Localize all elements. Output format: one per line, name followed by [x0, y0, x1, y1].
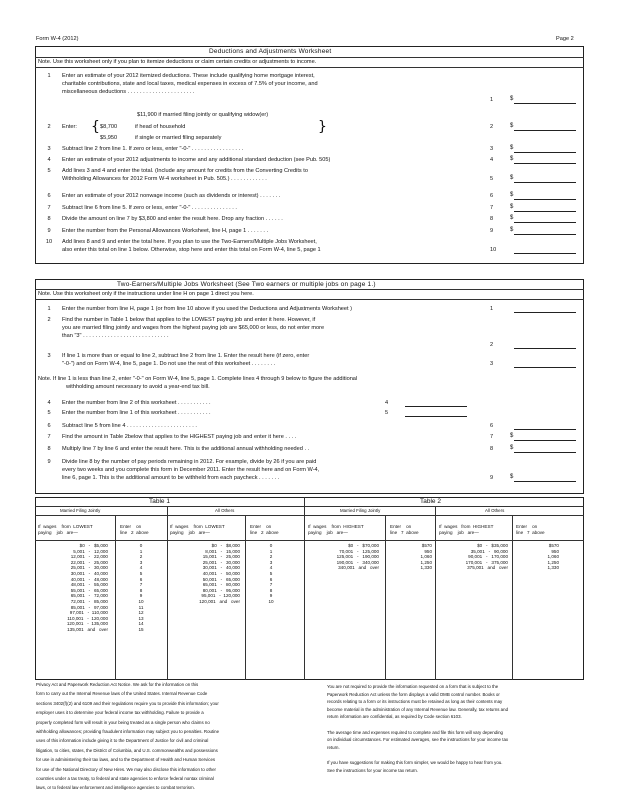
t1-col2-header: Enter on line 2 above: [120, 524, 149, 535]
left-brace: {: [91, 119, 100, 135]
ded-line-text: charitable contributions, state and local taxes, medical expenses in excess of 7.5% of your income, and: [62, 81, 318, 88]
te-entry-field: [514, 367, 576, 368]
t1-mfj-value: 6: [139, 576, 143, 582]
te-entry-field: [514, 481, 576, 482]
t1-mfj-value: 10: [138, 599, 144, 604]
ded-line-number: 6: [47, 193, 51, 199]
t1-other-range: 40,001 - 50,000: [202, 571, 240, 576]
t1-mfj-value: 15: [138, 627, 144, 632]
ded-dollar-sign: $: [510, 145, 514, 151]
privacy-left-line: countries under a tax treaty, to federal and state agencies to enforce federal nontax criminal: [36, 776, 214, 781]
te-line-text: Enter the number from line 1 of this worksheet . . . . . . . . . . .: [62, 410, 211, 416]
table1-others-header: All Others: [215, 508, 235, 513]
te-line-number: 4: [47, 400, 51, 406]
te-line-box-number: 9: [490, 475, 494, 482]
ded-dollar-sign: $: [510, 215, 514, 221]
ded-line-number: 3: [47, 146, 51, 152]
ded-line-box-number: 2: [490, 124, 494, 130]
te-line-text: you are married filing jointly and wages from the highest paying job are $65,000 or less, do not enter more: [62, 325, 325, 332]
t1-other-range: 8,001 - 15,000: [205, 548, 240, 554]
line2-married-option: $11,900 if married filing jointly or qualifying widow(er): [137, 112, 269, 118]
table1-title: Table 1: [149, 498, 170, 505]
ded-entry-field: [514, 253, 576, 254]
privacy-right-line: You are not required to provide the information requested on a form that is subject to the: [327, 684, 499, 689]
t1-other-value: 3: [269, 559, 273, 565]
t1-other-range: 15,001 - 25,000: [202, 554, 240, 560]
t1-other-range: 80,001 - 95,000: [202, 587, 240, 593]
t1-other-value: 1: [269, 548, 273, 554]
ded-entry-field: [514, 222, 576, 223]
privacy-left-line: sections 3402(f)(2) and 6109 and their regulations require you to provide this information; your: [36, 700, 219, 706]
t1-mfj-range: 97,001 - 110,000: [69, 610, 108, 616]
line2-single-text: if single or married filing separately: [135, 135, 222, 141]
privacy-left-line: properly completed form will result in your being treated as a single person who claims no: [36, 719, 210, 725]
privacy-right-line: return.: [327, 744, 340, 750]
te-line-text: Divide line 8 by the number of pay periods remaining in 2012. For example, divide by 26 if you are paid: [62, 459, 317, 465]
te-line-text: every two weeks and you complete this form in December 2011. Enter the result here and on Form W-4,: [62, 467, 320, 474]
privacy-left-line: Privacy Act and Paperwork Reduction Act Notice. We ask for the information on this: [36, 682, 199, 687]
t2-other-range: 170,001 - 375,000: [465, 559, 508, 565]
ded-entry-field: [514, 211, 576, 212]
ded-line-box-number: 8: [490, 216, 494, 222]
ded-entry-field: [514, 234, 576, 235]
t2-other-range: 90,001 - 170,000: [468, 554, 508, 560]
privacy-right-line: Paperwork Reduction Act unless the form displays a valid OMB control number. Books or: [327, 691, 500, 697]
ded-entry-field: [514, 182, 576, 183]
ded-line-text: Subtract line 2 from line 1. If zero or less, enter "-0-" . . . . . . . . . . . . . . . . .: [62, 146, 244, 152]
t1-mfj-range: 85,001 - 97,000: [70, 604, 108, 610]
ded-line-box-number: 7: [490, 205, 494, 211]
te-line-box-number: 2: [490, 341, 494, 348]
ded-line-box-number: 1: [490, 97, 494, 104]
ded-dollar-sign: $: [510, 123, 514, 129]
privacy-left-line: laws, or to federal law enforcement and intelligence agencies to combat terrorism.: [36, 785, 195, 791]
te-line-text: If line 1 is more than or equal to line 2, subtract line 2 from line 1. Enter the result here (if zero, enter: [62, 353, 310, 359]
t1-mfj-range: 65,001 - 72,000: [70, 593, 108, 599]
t1-mfj-value: 5: [139, 571, 143, 576]
t1-other-value: 7: [269, 582, 273, 588]
te-line-number: 9: [47, 459, 51, 465]
te-line-text: Subtract line 5 from line 4 . . . . . . . . . . . . . . . . . . . . . . .: [62, 423, 197, 429]
line2-hoh-text: if head of household: [135, 124, 186, 130]
privacy-right-line: If you have suggestions for making this form simpler, we would be happy to hear from you.: [327, 760, 503, 765]
deductions-worksheet-title: Deductions and Adjustments Worksheet: [209, 48, 332, 55]
te-line-box-number: 1: [490, 306, 494, 312]
t1-mfj-range: 22,001 - 25,000: [70, 559, 108, 565]
ded-line-number: 7: [47, 205, 51, 211]
t1-other-range: $0 - $8,000: [211, 543, 240, 548]
ded-line-text: Enter the number from the Personal Allowances Worksheet, line H, page 1 . . . . . . .: [62, 228, 269, 234]
table2-others-header: All Others: [485, 508, 505, 513]
right-brace: }: [318, 119, 327, 135]
t1-mfj-range: 25,001 - 30,000: [70, 565, 108, 571]
t2-mfj-value: $570: [421, 543, 432, 548]
t2-mfj-range: 190,001 - 340,000: [336, 559, 379, 565]
ded-line-number: 4: [47, 157, 51, 163]
t2-mfj-value: 1,060: [420, 554, 432, 560]
te-line-text: Find the number in Table 1 below that applies to the LOWEST paying job and enter it here. However, if: [62, 317, 316, 323]
ded-line-text: Enter an estimate of your 2012 itemized deductions. These include qualifying home mortgage interest,: [62, 73, 315, 79]
ded-line-number: 5: [47, 168, 51, 174]
two-earners-title: Two-Earners/Multiple Jobs Worksheet (See Two earners or multiple jobs on page 1.): [117, 281, 376, 288]
ded-dollar-sign: $: [510, 204, 514, 210]
t2-other-value: 1,250: [547, 559, 559, 565]
te-line-box-number: 8: [490, 446, 494, 452]
line2-hoh-amount: $8,700: [100, 124, 118, 130]
t2-col2-header: Enter on line 7 above: [390, 524, 419, 535]
privacy-right-line: return information are confidential, as required by Code section 6103.: [327, 714, 462, 720]
t1-mfj-value: 2: [139, 554, 143, 560]
ded-line-number: 8: [47, 216, 51, 222]
privacy-left-line: withholding allowances; providing fraudulent information may subject you to penalties. Routine: [36, 729, 220, 734]
t2-col1-header: If wages from HIGHEST paying job are—: [308, 524, 364, 535]
privacy-left-line: uses of this information include giving it to the Department of Justice for civil and criminal: [36, 738, 209, 744]
t1-col4-header: Enter on line 2 above: [250, 524, 279, 535]
ded-line-box-number: 5: [490, 176, 494, 183]
te-line-number: 7: [47, 434, 51, 440]
t2-mfj-value: 950: [424, 548, 432, 554]
t2-mfj-range: 70,001 - 125,000: [339, 548, 379, 554]
ded-dollar-sign: $: [510, 175, 514, 182]
t2-mfj-value: 1,330: [420, 565, 432, 571]
ded-line-text: also enter this total on line 1 below. Otherwise, stop here and enter this total on Form W-4, line 5, page 1: [62, 247, 321, 254]
ded-entry-field: [514, 199, 576, 200]
table2-title: Table 2: [420, 498, 441, 505]
privacy-right-line: on individual circumstances. For estimated averages, see the instructions for your income tax: [327, 737, 509, 743]
ded-line-number: 2: [47, 124, 51, 130]
t1-other-range: 120,001 and over: [199, 599, 240, 604]
te-line-number: 6: [47, 423, 51, 429]
ded-line-box-number: 3: [490, 146, 494, 152]
te-line-box-number: 7: [490, 434, 494, 440]
ded-line-box-number: 4: [490, 157, 494, 163]
table1-mfj-header: Married Filing Jointly: [60, 508, 101, 513]
t2-mfj-range: $0 - $70,000: [348, 543, 379, 548]
t1-mfj-value: 8: [139, 587, 143, 593]
t1-other-value: 2: [269, 554, 273, 560]
form-id: Form W-4 (2012): [36, 36, 79, 42]
privacy-left-line: for use in administering their tax laws, and to the Department of Health and Human Services: [36, 757, 216, 763]
t2-mfj-value: 1,250: [420, 559, 432, 565]
t1-other-range: 95,001 - 120,000: [201, 593, 240, 599]
t1-mfj-value: 14: [138, 621, 144, 627]
t1-mfj-value: 4: [139, 565, 143, 571]
two-earners-note2-line1: Note. If line 1 is less than line 2, enter "-0-" on Form W-4, line 5, page 1. Complete lines 4 through 9 below to figure the additional: [38, 376, 358, 382]
t1-other-value: 10: [268, 599, 274, 604]
te-line-text: Enter the number from line 2 of this worksheet . . . . . . . . . . .: [62, 400, 211, 406]
t2-col3-header: If wages from HIGHEST paying job are—: [439, 524, 494, 535]
t1-mfj-value: 11: [138, 604, 144, 610]
t1-mfj-value: 12: [138, 610, 144, 616]
privacy-left-line: litigation, to cities, states, the District of Columbia, and U.S. commonwealths and possessions: [36, 747, 218, 753]
t1-mfj-value: 1: [139, 548, 143, 554]
deductions-note: Note. Use this worksheet only if you plan to itemize deductions or claim certain credits or adjustments to income.: [38, 59, 317, 65]
t1-other-value: 9: [269, 593, 273, 599]
t1-mfj-range: 12,001 - 22,000: [70, 554, 108, 560]
privacy-left-line: form to carry out the Internal Revenue laws of the United States. Internal Revenue Code: [36, 691, 208, 697]
te-line-text: Enter the number from line H, page 1 (or from line 10 above if you used the Deductions and Adjustments Worksheet ): [62, 306, 352, 312]
t2-other-value: 1,330: [547, 565, 559, 571]
privacy-left-line: employer uses it to determine your federal income tax withholding. Failure to provide a: [36, 710, 204, 716]
privacy-right-line: The average time and expenses required to complete and file this form will vary depending: [327, 729, 503, 735]
te-line-text: line 6, page 1. This is the additional amount to be withheld from each paycheck . . . . . . .: [62, 475, 280, 482]
t2-other-range: $0 - $35,000: [477, 543, 508, 548]
ded-line-number: 1: [47, 73, 51, 79]
te-entry-field: [514, 312, 576, 313]
te-entry-field: [514, 440, 576, 441]
te-line-number: 8: [47, 446, 51, 452]
ded-entry-field: [514, 152, 576, 153]
t1-other-value: 6: [269, 576, 273, 582]
ded-dollar-sign: $: [510, 156, 514, 162]
te-line-box-number: 4: [385, 400, 389, 406]
ded-line-text: Add lines 3 and 4 and enter the total. (Include any amount for credits from the Converting Credits to: [62, 168, 308, 174]
table2-mfj-header: Married Filing Jointly: [340, 508, 381, 513]
t1-other-value: 8: [269, 587, 273, 593]
t1-mfj-range: 5,001 - 12,000: [73, 548, 108, 554]
t1-other-range: 25,001 - 30,000: [202, 559, 240, 565]
two-earners-note2-line2: withholding amount necessary to avoid a year-end tax bill.: [66, 384, 210, 390]
t1-mfj-value: 13: [138, 615, 144, 621]
ded-entry-field: [514, 103, 576, 104]
t1-mfj-range: 120,001 - 135,000: [66, 621, 108, 627]
ded-line-text: Enter:: [62, 124, 77, 130]
t1-mfj-range: 110,001 - 120,000: [67, 615, 108, 621]
t1-other-range: 65,001 - 80,000: [202, 582, 240, 588]
line2-single-amount: $5,950: [100, 135, 118, 141]
ded-line-box-number: 9: [490, 228, 494, 234]
t1-other-value: 5: [269, 571, 273, 576]
t1-col1-header: If wages from LOWEST paying job are—: [38, 524, 93, 535]
te-line-box-number: 3: [490, 361, 494, 368]
t1-other-range: 50,001 - 65,000: [202, 576, 240, 582]
ded-line-number: 9: [47, 228, 51, 234]
te-dollar-sign: $: [510, 445, 514, 451]
te-line-number: 3: [47, 353, 51, 359]
t1-mfj-range: 135,001 and over: [67, 627, 108, 632]
te-dollar-sign: $: [510, 433, 514, 439]
t1-mfj-range: 48,001 - 55,000: [70, 582, 108, 588]
te-line-number: 2: [47, 317, 51, 323]
ded-line-text: Add lines 8 and 9 and enter the total here. If you plan to use the Two-Earners/Multiple Jobs Worksheet,: [62, 239, 317, 245]
t1-other-range: 30,001 - 40,000: [202, 565, 240, 571]
t1-mfj-range: 72,001 - 85,000: [70, 599, 108, 604]
ded-dollar-sign: $: [510, 192, 514, 198]
t1-mfj-range: 30,001 - 40,000: [70, 571, 108, 576]
ded-line-box-number: 10: [490, 247, 497, 254]
privacy-right-line: See the instructions for your income tax return.: [327, 767, 419, 773]
te-line-text: Multiply line 7 by line 6 and enter the result here. This is the additional annual withholding needed . .: [62, 446, 310, 452]
te-line-number: 5: [47, 410, 51, 416]
t2-mfj-range: 125,001 - 190,000: [336, 554, 379, 560]
privacy-left-line: for use of the National Directory of New Hires. We may also disclose this information to other: [36, 766, 217, 772]
te-dollar-sign: $: [510, 474, 514, 481]
t2-other-value: 1,060: [547, 554, 559, 560]
te-entry-field: [405, 406, 467, 407]
t2-other-range: 375,001 and over: [467, 565, 508, 571]
ded-entry-field: [514, 163, 576, 164]
ded-line-text: Subtract line 6 from line 5. If zero or less, enter "-0-" . . . . . . . . . . . . . . .: [62, 205, 237, 211]
te-line-box-number: 6: [490, 423, 494, 429]
te-entry-field: [514, 429, 576, 430]
t1-mfj-range: $0 - $5,000: [79, 543, 108, 548]
te-entry-field: [514, 452, 576, 453]
ded-line-text: Enter an estimate of your 2012 adjustments to income and any additional standard deduction (see Pub. 505): [62, 157, 331, 163]
t1-mfj-value: 3: [139, 559, 143, 565]
ded-line-text: miscellaneous deductions . . . . . . . . . . . . . . . . . . . . . .: [62, 89, 195, 96]
t1-other-value: 4: [269, 565, 273, 571]
te-line-text: "-0-") and on Form W-4, line 5, page 1. Do not use the rest of this worksheet . . . . . . . .: [62, 361, 276, 368]
ded-line-number: 10: [45, 239, 53, 245]
t1-mfj-value: 9: [139, 593, 143, 599]
ded-line-text: Withholding Allowances for 2012 Form W-4 worksheet in Pub. 505.) . . . . . . . . . . . .: [62, 176, 267, 183]
t2-other-value: 950: [551, 548, 559, 554]
t2-mfj-range: 340,001 and over: [338, 565, 379, 571]
ded-dollar-sign: $: [510, 96, 514, 103]
t1-col3-header: If wages from LOWEST paying job are—: [170, 524, 225, 535]
t2-other-value: $570: [548, 543, 559, 548]
te-line-number: 1: [47, 306, 51, 312]
ded-entry-field: [514, 130, 576, 131]
ded-dollar-sign: $: [510, 227, 514, 233]
te-line-text: Find the amount in Table 2below that applies to the HIGHEST paying job and enter it here . . . .: [62, 434, 297, 440]
t1-mfj-value: 7: [139, 582, 143, 588]
privacy-right-line: records relating to a form or its instructions must be retained as long as their contents may: [327, 699, 503, 705]
t1-other-value: 0: [269, 543, 273, 548]
ded-line-text: Enter an estimate of your 2012 nonwage income (such as dividends or interest) . . . . . . .: [62, 193, 281, 199]
te-entry-field: [405, 416, 467, 417]
te-line-text: than "3" . . . . . . . . . . . . . . . . . . . . . . . . . . . .: [62, 333, 169, 340]
t1-mfj-range: 55,001 - 65,000: [70, 587, 108, 593]
t1-mfj-range: 40,001 - 48,000: [70, 576, 108, 582]
te-line-box-number: 5: [385, 410, 389, 416]
two-earners-note: Note. Use this worksheet only if the instructions under line H on page 1 direct you here.: [38, 291, 254, 297]
t2-col4-header: Enter on line 7 above: [516, 524, 545, 535]
t1-mfj-value: 0: [139, 543, 143, 548]
te-entry-field: [514, 348, 576, 349]
t2-other-range: 35,001 - 90,000: [470, 548, 508, 554]
ded-line-box-number: 6: [490, 193, 494, 199]
privacy-right-line: become material in the administration of any Internal Revenue law. Generally, tax returns and: [327, 706, 509, 712]
ded-line-text: Divide the amount on line 7 by $3,800 and enter the result here. Drop any fraction . . . . . .: [62, 216, 283, 222]
page-number: Page 2: [556, 36, 574, 42]
